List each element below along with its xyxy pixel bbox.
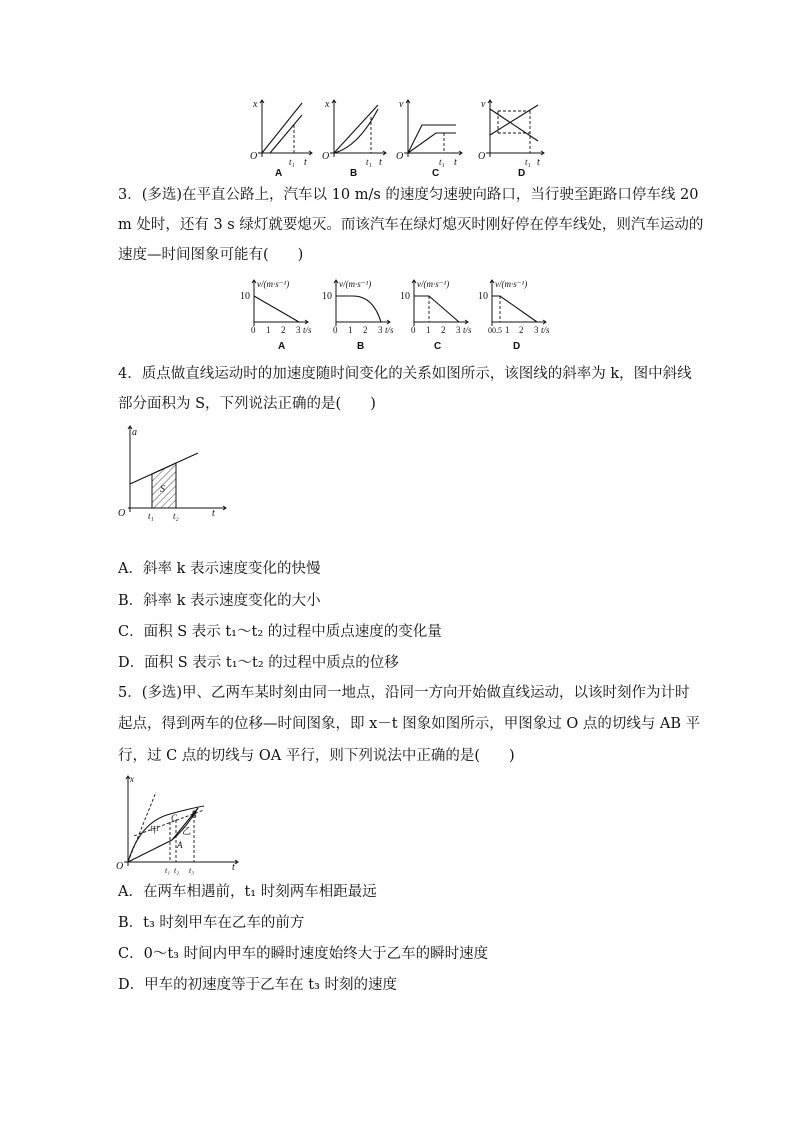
q4-line-2: 部分面积为 S，下列说法正确的是( ): [118, 396, 376, 412]
top-c-xlabel: t: [454, 157, 457, 168]
q4-origin: O: [118, 508, 126, 519]
q3-c-ylabel: v/(m·s⁻¹): [417, 279, 450, 289]
q3-d-yval: 10: [478, 291, 488, 302]
q3-a-ylabel: v/(m·s⁻¹): [257, 279, 290, 289]
top-b-tick: t₁: [366, 157, 372, 167]
top-c-ylabel: v: [399, 99, 404, 110]
q3-d-tick-2: 2: [519, 325, 524, 335]
q3-a-tick-3: 3: [296, 325, 301, 335]
q4-ylabel: a: [132, 427, 137, 438]
q4-line-1: 4．质点做直线运动时的加速度随时间变化的关系如图所示，该图线的斜率为 k，图中斜线: [118, 366, 692, 382]
q4-option-d: D．面积 S 表示 t₁～t₂ 的过程中质点的位移: [118, 655, 399, 671]
top-a-origin: O: [250, 151, 258, 162]
q4-option-a: A．斜率 k 表示速度变化的快慢: [118, 561, 321, 577]
q5-point-a: A: [177, 840, 183, 850]
q4-t1: t₁: [148, 511, 154, 521]
q4-t2: t₂: [173, 511, 179, 521]
q5-line-1: 5．(多选)甲、乙两车某时刻由同一地点，沿同一方向开始做直线运动，以该时刻作为计时: [118, 685, 690, 701]
top-b-ylabel: x: [325, 99, 330, 110]
q4-option-c: C．面积 S 表示 t₁～t₂ 的过程中质点速度的变化量: [118, 624, 442, 640]
top-b-xlabel: t: [379, 157, 382, 168]
q3-b-xlabel: t/s: [385, 325, 394, 335]
q3-b-tick-2: 2: [363, 325, 368, 335]
q5-ylabel: x: [130, 774, 134, 784]
q3-b-tick-3: 3: [378, 325, 383, 335]
q5-figure: [114, 770, 244, 878]
q3-b-tick-0: 0: [333, 325, 338, 335]
top-a-xlabel: t: [304, 157, 307, 168]
top-d-ylabel: v: [481, 99, 486, 110]
q3-line-2: m 处时，还有 3 s 绿灯就要熄灭。而该汽车在绿灯熄灭时刚好停在停车线处，则汽车运动的: [118, 217, 704, 233]
q5-line-3: 行，过 C 点的切线与 OA 平行，则下列说法中正确的是( ): [118, 748, 515, 764]
top-c-origin: O: [396, 151, 404, 162]
top-d-caption: D: [518, 168, 526, 177]
q3-a-xlabel: t/s: [303, 325, 312, 335]
q3-a-caption: A: [278, 341, 286, 352]
q3-a-tick-0: 0: [251, 325, 256, 335]
q3-c-tick-1: 1: [426, 325, 431, 335]
q5-t2: t₂: [174, 866, 180, 875]
q4-area-label: S: [160, 484, 165, 495]
q3-b-tick-1: 1: [348, 325, 353, 335]
top-graph-d: [478, 99, 544, 177]
q3-b-ylabel: v/(m·s⁻¹): [339, 279, 372, 289]
q3-graph-d: [478, 279, 550, 352]
q3-b-yval: 10: [322, 291, 332, 302]
q3-c-tick-3: 3: [456, 325, 461, 335]
top-graphs-figure: [240, 95, 560, 177]
q5-t3: t₃: [189, 866, 195, 875]
top-a-ylabel: x: [253, 99, 258, 110]
top-graph-b: [322, 99, 386, 177]
q5-origin: O: [116, 861, 124, 872]
top-graph-c: [396, 99, 462, 177]
top-d-xlabel: t: [537, 157, 540, 168]
q3-a-tick-1: 1: [266, 325, 271, 335]
top-a-tick: t₁: [289, 157, 295, 167]
top-graph-a: [250, 99, 312, 177]
q3-a-tick-2: 2: [281, 325, 286, 335]
q5-option-c: C．0～t₃ 时间内甲车的瞬时速度始终大于乙车的瞬时速度: [118, 946, 489, 962]
q3-graph-a: [240, 279, 312, 352]
q3-graphs-figure: [238, 276, 558, 356]
top-c-caption: C: [432, 168, 440, 177]
q5-option-b: B．t₃ 时刻甲车在乙车的前方: [118, 915, 305, 931]
q5-label-yi: 乙: [182, 826, 192, 836]
q3-line-3: 速度—时间图象可能有( ): [118, 247, 304, 263]
top-d-origin: O: [478, 151, 486, 162]
top-b-origin: O: [322, 151, 330, 162]
q3-c-yval: 10: [400, 291, 410, 302]
q3-c-caption: C: [434, 341, 442, 352]
q3-d-tick-3: 3: [534, 325, 539, 335]
q5-point-b: B: [191, 810, 197, 820]
q5-option-a: A．在两车相遇前，t₁ 时刻两车相距最远: [118, 884, 377, 900]
q3-c-tick-0: 0: [411, 325, 416, 335]
q5-t1: t₁: [165, 866, 171, 875]
q5-line-2: 起点，得到两车的位移—时间图象，即 x－t 图象如图所示，甲图象过 O 点的切线与 AB 平: [118, 716, 701, 732]
q4-option-b: B．斜率 k 表示速度变化的大小: [118, 593, 321, 609]
q3-d-tick-0: 00.5: [488, 326, 502, 335]
q3-c-tick-2: 2: [441, 325, 446, 335]
top-b-caption: B: [350, 168, 358, 177]
q3-graph-c: [400, 279, 472, 352]
q3-b-caption: B: [357, 341, 365, 352]
top-d-tick: t₁: [525, 157, 531, 167]
q5-option-d: D．甲车的初速度等于乙车在 t₃ 时刻的速度: [118, 977, 397, 993]
top-c-tick: t₁: [439, 157, 445, 167]
q3-a-yval: 10: [240, 291, 250, 302]
q5-xlabel: t: [232, 862, 235, 873]
q4-figure: [114, 420, 234, 525]
q3-line-1: 3．(多选)在平直公路上，汽车以 10 m/s 的速度匀速驶向路口，当行驶至距路口停车线 20: [118, 187, 699, 203]
q3-graph-b: [322, 279, 394, 352]
q3-d-caption: D: [513, 341, 521, 352]
q3-d-ylabel: v/(m·s⁻¹): [495, 279, 528, 289]
q5-point-c: C: [171, 813, 178, 823]
q3-d-xlabel: t/s: [541, 325, 550, 335]
q3-d-tick-1: 1: [505, 325, 510, 335]
q4-xlabel: t: [212, 508, 215, 519]
top-a-caption: A: [275, 168, 283, 177]
q3-c-xlabel: t/s: [463, 325, 472, 335]
q5-label-jia: 甲: [150, 825, 160, 835]
